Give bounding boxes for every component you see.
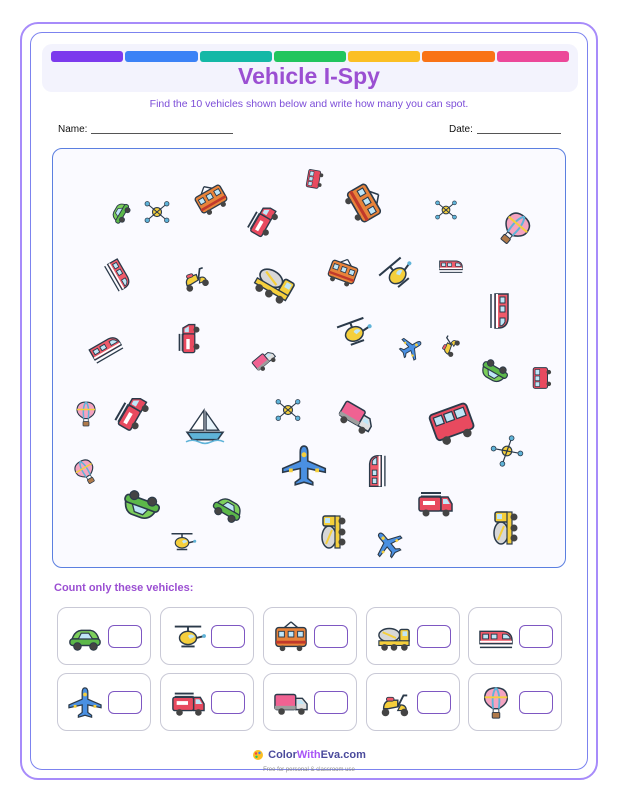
color-stripe [422,51,494,62]
tram-icon [272,620,310,654]
fire-truck-icon [104,386,159,441]
truck-icon [246,342,283,379]
tram-icon [336,175,392,231]
count-card [366,607,460,665]
count-answer-box[interactable] [108,625,142,648]
car-icon [66,620,104,654]
train-icon [355,453,395,489]
color-stripes [51,51,569,62]
helicopter-icon [370,248,424,301]
date-field[interactable] [449,124,561,135]
car-icon [110,482,171,537]
name-field[interactable] [58,124,233,135]
train-icon [434,253,468,277]
count-card [263,607,357,665]
cement-mixer-icon [375,620,413,654]
scooter-icon [430,328,466,364]
search-scene [52,148,566,568]
instructions: Find the 10 vehicles shown below and write how many you can spot. [149,98,469,110]
helicopter-icon [169,620,207,654]
count-answer-box[interactable] [314,625,348,648]
fire-truck-icon [415,481,455,525]
train-icon [76,321,134,373]
hot-air-balloon-icon [71,399,101,429]
count-answer-box[interactable] [108,691,142,714]
drone-icon [142,197,172,227]
brand-with: With [296,749,321,761]
count-answer-box[interactable] [314,691,348,714]
count-card [263,673,357,731]
count-answer-box[interactable] [417,625,451,648]
color-stripe [200,51,272,62]
color-stripe [51,51,123,62]
fire-truck-icon [168,322,208,356]
train-icon [97,251,143,297]
drone-icon [273,395,303,425]
car-icon [204,482,253,531]
bus-icon [296,165,331,192]
car-icon [470,352,516,396]
count-card [468,673,562,731]
count-card [468,607,562,665]
count-answer-box[interactable] [211,625,245,648]
bus-icon [421,394,483,452]
tram-icon [322,252,364,292]
cement-mixer-icon [480,508,526,548]
palette-icon [252,749,264,761]
hot-air-balloon-icon [66,452,107,493]
helicopter-icon [328,309,380,357]
bus-icon [526,365,556,391]
count-card [57,673,151,731]
boat-icon [183,407,227,445]
count-answer-box[interactable] [519,691,553,714]
count-card [160,607,254,665]
count-answer-box[interactable] [211,691,245,714]
tagline: Free for personal & classroom use [263,767,355,773]
count-card [366,673,460,731]
hot-air-balloon-icon [477,686,515,720]
scooter-icon [173,258,215,298]
airplane-icon [279,441,329,491]
drone-icon [433,197,459,223]
train-icon [477,620,515,654]
airplane-icon [66,686,104,720]
cement-mixer-icon [244,254,306,313]
truck-icon [331,391,384,442]
brand-eva: Eva [320,749,341,761]
drone-icon [485,429,529,473]
helicopter-icon [167,527,197,557]
brand [252,749,366,761]
tram-icon [187,176,234,222]
scooter-icon [375,686,413,720]
date-label: Date: [449,124,473,135]
color-stripe [125,51,197,62]
cement-mixer-icon [308,512,354,552]
truck-icon [272,686,310,720]
fire-truck-icon [169,686,207,720]
hot-air-balloon-icon [486,202,541,257]
color-stripe [348,51,420,62]
count-card [57,607,151,665]
brand-color: Color [268,749,297,761]
brand-domain: .com [340,749,366,761]
airplane-icon [364,520,412,568]
count-answer-box[interactable] [519,625,553,648]
name-line [91,133,233,134]
footer [0,748,618,773]
car-icon [101,194,137,230]
page-title: Vehicle I-Spy [238,63,380,89]
fire-truck-icon [237,196,286,245]
count-card [160,673,254,731]
train-icon [482,291,522,331]
name-label: Name: [58,124,88,135]
count-answer-box[interactable] [417,691,451,714]
count-heading: Count only these vehicles: [54,582,194,594]
color-stripe [497,51,569,62]
color-stripe [274,51,346,62]
date-line [477,133,561,134]
airplane-icon [393,329,430,366]
